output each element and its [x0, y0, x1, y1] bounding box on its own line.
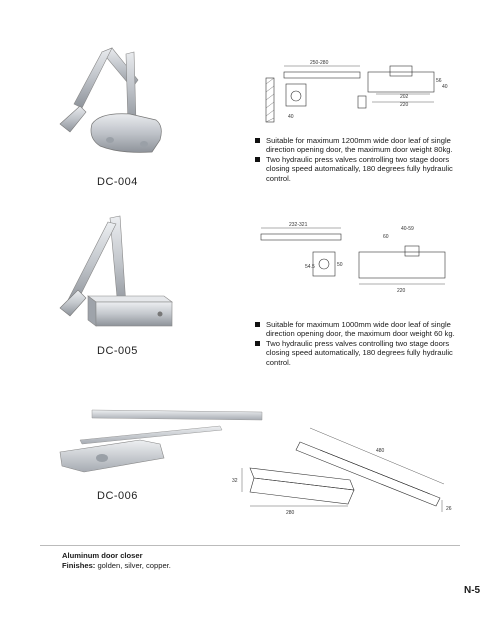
dc004-features [255, 136, 470, 183]
bullet-square-icon [255, 341, 260, 346]
bullet-square-icon [255, 138, 260, 143]
footer-title: Aluminum door closer [62, 551, 143, 560]
dim-b-dc004: 202 [400, 94, 409, 100]
dim-d-dc004: 56 [436, 78, 442, 84]
finishes-label: Finishes: [62, 560, 96, 570]
footer-caption [62, 551, 171, 570]
dim-e-dc005: 50 [337, 262, 343, 268]
dim-arm-dc004: 250-280 [310, 60, 329, 66]
dim-a-dc004: 40 [288, 114, 294, 120]
model-label-dc005: DC-005 [97, 345, 138, 357]
dim-b-dc005: 60 [383, 234, 389, 240]
dim-height-dc006: 32 [232, 478, 238, 484]
dim-c-dc004: 220 [400, 102, 409, 108]
dc006-technical-drawing [230, 420, 462, 520]
product-dc004-photo [40, 40, 180, 170]
dc005-features [255, 320, 470, 367]
product-dc005-photo [40, 210, 180, 340]
dim-c-dc005: 220 [397, 288, 406, 294]
bullet-square-icon [255, 322, 260, 327]
dc005-technical-drawing [255, 222, 455, 298]
page-number: N-5 [464, 585, 481, 596]
footer-divider [40, 545, 460, 546]
list-item: Two hydraulic press valves controlling two stage doors closing speed automatically, 180 degrees fully hydraulic control. [255, 339, 470, 367]
list-item: Suitable for maximum 1000mm wide door leaf of single direction opening door, the maximum door weight 60 kg. [255, 320, 470, 339]
dim-body-dc006: 280 [286, 510, 295, 516]
dim-e-dc004: 40 [442, 84, 448, 90]
dim-arm-dc005: 232-321 [289, 222, 308, 228]
dim-a-dc005: 40-59 [401, 226, 414, 232]
dim-length-dc006: 480 [376, 448, 385, 454]
list-item: Suitable for maximum 1200mm wide door leaf of single direction opening door, the maximum door weight 80kg. [255, 136, 470, 155]
dim-depth-dc006: 26 [446, 506, 452, 512]
model-label-dc006: DC-006 [97, 490, 138, 502]
finishes-value: golden, silver, copper. [95, 560, 171, 570]
bullet-square-icon [255, 157, 260, 162]
dc004-technical-drawing [250, 58, 450, 128]
dim-d-dc005: 54.5 [305, 264, 315, 270]
model-label-dc004: DC-004 [97, 176, 138, 188]
list-item: Two hydraulic press valves controlling two stage doors closing speed automatically, 180 degrees fully hydraulic control. [255, 155, 470, 183]
